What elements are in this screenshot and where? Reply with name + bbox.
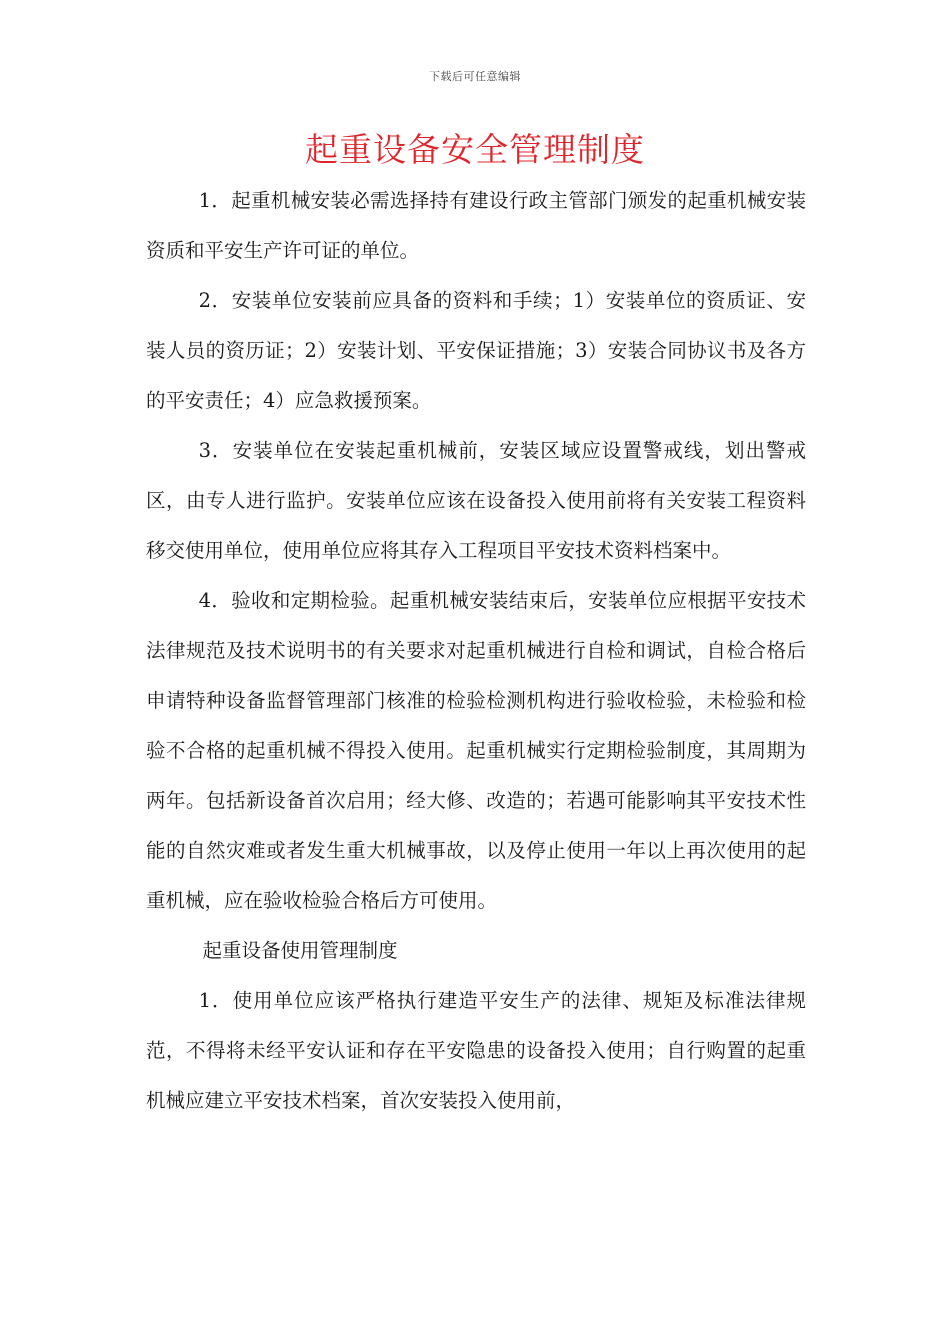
paragraph-5: 1．使用单位应该严格执行建造平安生产的法律、规矩及标准法律规范，不得将未经平安认证和存在平安隐患的设备投入使用；自行购置的起重机械应建立平安技术档案，首次安装投入使用前， — [146, 989, 806, 1112]
paragraph-3: 3．安装单位在安装起重机械前，安装区域应设置警戒线，划出警戒区，由专人进行监护。安装单位应该在设备投入使用前将有关安装工程资料移交使用单位，使用单位应将其存入工程项目平安技术资料档案中。 — [146, 439, 806, 562]
paragraph-1: 1．起重机械安装必需选择持有建设行政主管部门颁发的起重机械安装资质和平安生产许可证的单位。 — [146, 189, 806, 262]
document-body — [146, 176, 806, 1126]
paragraph-2: 2．安装单位安装前应具备的资料和手续；1）安装单位的资质证、安装人员的资历证；2）安装计划、平安保证措施；3）安装合同协议书及各方的平安责任；4）应急救援预案。 — [146, 289, 806, 412]
section-heading: 起重设备使用管理制度 — [202, 939, 398, 962]
document-title: 起重设备安全管理制度 — [305, 130, 645, 169]
paragraph-4: 4．验收和定期检验。起重机械安装结束后，安装单位应根据平安技术法律规范及技术说明书的有关要求对起重机械进行自检和调试，自检合格后申请特种设备监督管理部门核准的检验检测机构进行验收检验，未检验和检验不合格的起重机械不得投入使用。起重机械实行定期检验制度，其周期为两年。包括新设备首次启用；经大修、改造的；若遇可能影响其平安技术性能的自然灾难或者发生重大机械事故，以及停止使用一年以上再次使用的起重机械，应在验收检验合格后方可使用。 — [146, 589, 806, 912]
header-note: 下载后可任意编辑 — [429, 70, 521, 83]
